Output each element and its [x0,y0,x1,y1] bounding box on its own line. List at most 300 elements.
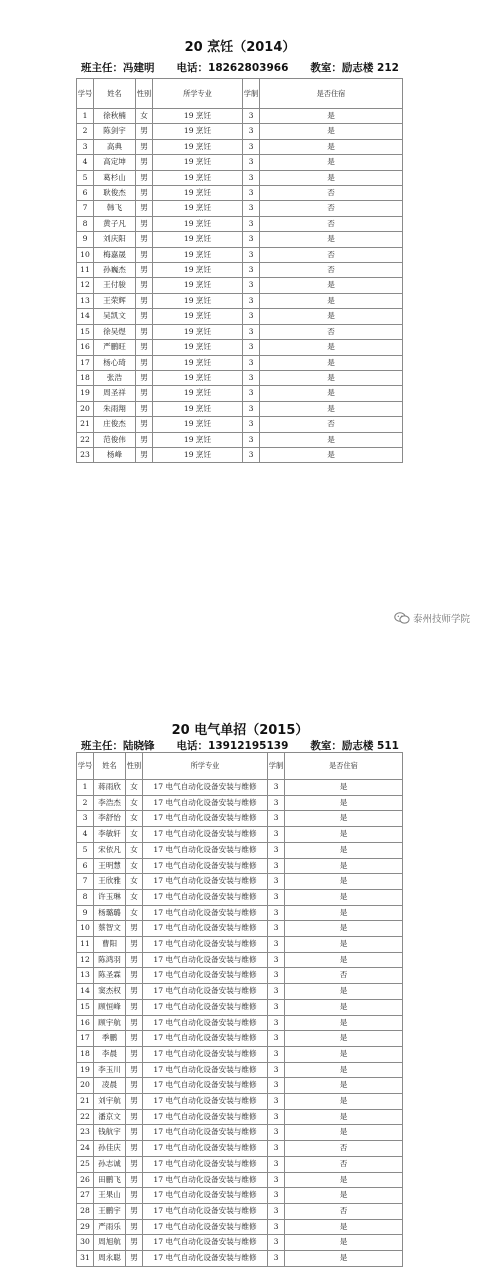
cell-major: 19 烹饪 [153,216,243,231]
section1-title: 20 烹饪（2014） [184,40,296,55]
header-boarding: 是否住宿 [260,79,403,109]
table-row [77,968,403,984]
cell-duration: 3 [268,937,285,953]
cell-gender: 男 [126,937,143,953]
cell-boarding: 是 [285,1251,403,1267]
cell-major: 17 电气自动化设备安装与维修 [143,937,268,953]
cell-gender: 男 [136,340,153,355]
cell-gender: 女 [126,874,143,890]
cell-major: 19 烹饪 [153,447,243,462]
cell-major: 19 烹饪 [153,355,243,370]
cell-student-id: 21 [77,417,94,432]
table-row [77,139,403,154]
cell-student-id: 27 [77,1188,94,1204]
cell-gender: 男 [126,952,143,968]
cell-gender: 男 [136,139,153,154]
cell-duration: 3 [243,324,260,339]
cell-major: 17 电气自动化设备安装与维修 [143,1141,268,1157]
table-row [77,1031,403,1047]
cell-student-id: 5 [77,170,94,185]
cell-student-id: 22 [77,432,94,447]
cell-student-id: 29 [77,1219,94,1235]
cell-student-id: 14 [77,309,94,324]
header-boarding: 是否住宿 [285,753,403,780]
cell-major: 19 烹饪 [153,124,243,139]
cell-gender: 女 [126,905,143,921]
cell-major: 17 电气自动化设备安装与维修 [143,858,268,874]
cell-boarding: 是 [285,1031,403,1047]
cell-major: 19 烹饪 [153,309,243,324]
cell-boarding: 是 [285,952,403,968]
cell-student-id: 7 [77,201,94,216]
header-major: 所学专业 [143,753,268,780]
cell-name: 庄俊杰 [94,417,136,432]
cell-gender: 男 [136,386,153,401]
table-row [77,417,403,432]
cell-boarding: 是 [260,355,403,370]
table-row [77,124,403,139]
table-row [77,827,403,843]
table-row [77,1015,403,1031]
header-gender: 性别 [136,79,153,109]
cell-boarding: 是 [260,432,403,447]
cell-boarding: 是 [285,1015,403,1031]
cell-major: 19 烹饪 [153,324,243,339]
cell-duration: 3 [268,952,285,968]
cell-student-id: 16 [77,1015,94,1031]
cell-major: 19 烹饪 [153,340,243,355]
cell-student-id: 3 [77,811,94,827]
cell-duration: 3 [268,1251,285,1267]
cell-student-id: 25 [77,1156,94,1172]
cell-major: 17 电气自动化设备安装与维修 [143,1203,268,1219]
cell-boarding: 是 [285,905,403,921]
cell-student-id: 13 [77,968,94,984]
cell-student-id: 2 [77,795,94,811]
cell-major: 17 电气自动化设备安装与维修 [143,795,268,811]
cell-major: 17 电气自动化设备安装与维修 [143,905,268,921]
cell-gender: 男 [136,170,153,185]
cell-gender: 男 [136,201,153,216]
header-duration: 学制 [243,79,260,109]
cell-major: 17 电气自动化设备安装与维修 [143,1156,268,1172]
section2-table [76,752,403,1267]
cell-gender: 男 [126,1031,143,1047]
cell-boarding: 是 [285,889,403,905]
cell-name: 田鹏飞 [94,1172,126,1188]
cell-duration: 3 [268,921,285,937]
cell-major: 17 电气自动化设备安装与维修 [143,968,268,984]
cell-major: 19 烹饪 [153,263,243,278]
table-row [77,952,403,968]
cell-major: 19 烹饪 [153,370,243,385]
cell-duration: 3 [268,874,285,890]
cell-boarding: 是 [260,309,403,324]
cell-major: 17 电气自动化设备安装与维修 [143,842,268,858]
cell-duration: 3 [268,1109,285,1125]
cell-major: 19 烹饪 [153,109,243,124]
cell-name: 凌晨 [94,1078,126,1094]
cell-major: 19 烹饪 [153,201,243,216]
cell-gender: 男 [136,278,153,293]
cell-gender: 男 [126,1156,143,1172]
table-row [77,1078,403,1094]
cell-student-id: 31 [77,1251,94,1267]
cell-name: 陈圣霖 [94,968,126,984]
cell-major: 17 电气自动化设备安装与维修 [143,1235,268,1251]
cell-duration: 3 [243,232,260,247]
cell-major: 19 烹饪 [153,170,243,185]
table-row [77,795,403,811]
cell-duration: 3 [243,278,260,293]
cell-boarding: 是 [285,1109,403,1125]
cell-name: 王欣雅 [94,874,126,890]
cell-boarding: 否 [285,1156,403,1172]
cell-duration: 3 [268,1015,285,1031]
cell-student-id: 18 [77,1046,94,1062]
cell-duration: 3 [243,432,260,447]
cell-boarding: 是 [285,811,403,827]
cell-student-id: 16 [77,340,94,355]
cell-boarding: 是 [260,232,403,247]
cell-gender: 男 [126,921,143,937]
cell-boarding: 否 [260,216,403,231]
cell-boarding: 是 [285,780,403,796]
cell-name: 刘庆阳 [94,232,136,247]
cell-duration: 3 [243,201,260,216]
cell-duration: 3 [243,247,260,262]
cell-student-id: 8 [77,216,94,231]
cell-duration: 3 [243,340,260,355]
header-student-id: 学号 [77,79,94,109]
cell-name: 李玉川 [94,1062,126,1078]
cell-duration: 3 [243,386,260,401]
cell-duration: 3 [243,401,260,416]
cell-student-id: 2 [77,124,94,139]
cell-name: 朱雨翔 [94,401,136,416]
cell-boarding: 否 [260,263,403,278]
cell-boarding: 是 [260,139,403,154]
header-name: 姓名 [94,79,136,109]
cell-boarding: 是 [285,1188,403,1204]
cell-gender: 男 [136,247,153,262]
cell-boarding: 是 [260,386,403,401]
header-major: 所学专业 [153,79,243,109]
table-row [77,842,403,858]
cell-student-id: 11 [77,263,94,278]
cell-boarding: 是 [285,1219,403,1235]
cell-major: 17 电气自动化设备安装与维修 [143,1078,268,1094]
cell-gender: 男 [126,1251,143,1267]
table-header-row [77,753,403,780]
cell-boarding: 否 [260,417,403,432]
table-row [77,1125,403,1141]
watermark-text: 泰州技师学院 [412,614,470,625]
cell-gender: 男 [126,1015,143,1031]
cell-name: 杨峰 [94,447,136,462]
table-row [77,780,403,796]
cell-major: 19 烹饪 [153,293,243,308]
cell-major: 17 电气自动化设备安装与维修 [143,1031,268,1047]
cell-student-id: 1 [77,780,94,796]
cell-gender: 女 [126,795,143,811]
cell-duration: 3 [243,417,260,432]
cell-name: 高定坤 [94,155,136,170]
cell-major: 17 电气自动化设备安装与维修 [143,874,268,890]
table-row [77,247,403,262]
cell-boarding: 是 [285,999,403,1015]
table-row [77,858,403,874]
cell-boarding: 是 [260,447,403,462]
cell-name: 顾恒峰 [94,999,126,1015]
cell-major: 19 烹饪 [153,186,243,201]
cell-major: 17 电气自动化设备安装与维修 [143,889,268,905]
cell-major: 17 电气自动化设备安装与维修 [143,1094,268,1110]
cell-name: 周圣祥 [94,386,136,401]
cell-gender: 男 [126,1203,143,1219]
cell-major: 17 电气自动化设备安装与维修 [143,921,268,937]
cell-duration: 3 [268,1203,285,1219]
section1-info [0,60,480,75]
cell-duration: 3 [268,1141,285,1157]
cell-gender: 女 [126,858,143,874]
cell-duration: 3 [268,1125,285,1141]
cell-boarding: 是 [260,124,403,139]
cell-student-id: 24 [77,1141,94,1157]
cell-major: 19 烹饪 [153,155,243,170]
cell-boarding: 否 [260,201,403,216]
cell-duration: 3 [268,811,285,827]
cell-student-id: 23 [77,447,94,462]
table-row [77,278,403,293]
cell-gender: 男 [126,1235,143,1251]
cell-duration: 3 [243,216,260,231]
cell-major: 17 电气自动化设备安装与维修 [143,1046,268,1062]
cell-duration: 3 [243,109,260,124]
cell-duration: 3 [243,309,260,324]
cell-gender: 男 [136,263,153,278]
table-row [77,921,403,937]
table-row [77,263,403,278]
cell-student-id: 11 [77,937,94,953]
section1-table [76,78,403,463]
cell-student-id: 15 [77,324,94,339]
table-row [77,386,403,401]
table-row [77,1141,403,1157]
cell-major: 17 电气自动化设备安装与维修 [143,1188,268,1204]
cell-gender: 男 [126,1094,143,1110]
cell-duration: 3 [268,889,285,905]
cell-boarding: 是 [285,874,403,890]
cell-student-id: 26 [77,1172,94,1188]
cell-duration: 3 [243,293,260,308]
cell-boarding: 是 [260,340,403,355]
cell-student-id: 19 [77,1062,94,1078]
table-row [77,232,403,247]
cell-boarding: 是 [285,1235,403,1251]
cell-gender: 男 [126,968,143,984]
cell-gender: 男 [136,216,153,231]
cell-name: 季鹏 [94,1031,126,1047]
cell-gender: 男 [126,984,143,1000]
cell-name: 王明慧 [94,858,126,874]
cell-student-id: 12 [77,278,94,293]
cell-name: 徐秋楠 [94,109,136,124]
cell-student-id: 30 [77,1235,94,1251]
table-row [77,109,403,124]
table-row [77,155,403,170]
cell-boarding: 是 [285,842,403,858]
cell-major: 19 烹饪 [153,247,243,262]
cell-gender: 男 [126,1219,143,1235]
cell-gender: 男 [136,155,153,170]
cell-duration: 3 [268,1031,285,1047]
cell-name: 徐吴煜 [94,324,136,339]
cell-student-id: 20 [77,401,94,416]
cell-gender: 男 [126,1125,143,1141]
cell-major: 17 电气自动化设备安装与维修 [143,999,268,1015]
cell-name: 范俊伟 [94,432,136,447]
cell-student-id: 21 [77,1094,94,1110]
cell-major: 19 烹饪 [153,278,243,293]
cell-gender: 男 [136,401,153,416]
cell-name: 蒋雨欣 [94,780,126,796]
cell-name: 潘京文 [94,1109,126,1125]
cell-boarding: 否 [260,324,403,339]
table-row [77,1251,403,1267]
cell-boarding: 是 [285,921,403,937]
cell-major: 19 烹饪 [153,139,243,154]
cell-major: 17 电气自动化设备安装与维修 [143,952,268,968]
cell-name: 顾宇航 [94,1015,126,1031]
cell-boarding: 是 [285,795,403,811]
cell-duration: 3 [268,1094,285,1110]
cell-student-id: 13 [77,293,94,308]
cell-name: 李敏轩 [94,827,126,843]
cell-duration: 3 [268,999,285,1015]
cell-major: 17 电气自动化设备安装与维修 [143,984,268,1000]
cell-duration: 3 [268,1172,285,1188]
cell-major: 17 电气自动化设备安装与维修 [143,811,268,827]
cell-gender: 男 [126,1062,143,1078]
section2-teacher: 班主任：陆晓锋 [81,740,155,752]
table-row [77,324,403,339]
cell-duration: 3 [243,263,260,278]
cell-duration: 3 [268,1062,285,1078]
cell-major: 17 电气自动化设备安装与维修 [143,780,268,796]
cell-duration: 3 [268,905,285,921]
table-row [77,447,403,462]
cell-boarding: 是 [285,1172,403,1188]
cell-duration: 3 [268,795,285,811]
cell-name: 严雨乐 [94,1219,126,1235]
cell-student-id: 28 [77,1203,94,1219]
cell-student-id: 15 [77,999,94,1015]
header-gender: 性别 [126,753,143,780]
cell-name: 钱航宇 [94,1125,126,1141]
cell-duration: 3 [268,780,285,796]
cell-name: 韩飞 [94,201,136,216]
cell-name: 黄子凡 [94,216,136,231]
section2-room: 教室：励志楼 511 [310,740,399,752]
table-row [77,355,403,370]
cell-duration: 3 [268,827,285,843]
cell-name: 王付骏 [94,278,136,293]
table-row [77,874,403,890]
cell-major: 17 电气自动化设备安装与维修 [143,1219,268,1235]
cell-student-id: 12 [77,952,94,968]
header-student-id: 学号 [77,753,94,780]
table-row [77,201,403,216]
cell-name: 王荣辉 [94,293,136,308]
cell-boarding: 是 [285,937,403,953]
cell-duration: 3 [243,186,260,201]
cell-boarding: 是 [260,155,403,170]
table-row [77,340,403,355]
cell-student-id: 8 [77,889,94,905]
cell-student-id: 23 [77,1125,94,1141]
cell-gender: 男 [136,432,153,447]
section2-title: 20 电气单招（2015） [171,723,309,738]
cell-gender: 女 [136,109,153,124]
cell-duration: 3 [243,139,260,154]
cell-name: 王鹏宇 [94,1203,126,1219]
cell-gender: 男 [136,186,153,201]
table-row [77,401,403,416]
section2-table-body [77,780,403,1267]
section1-phone: 电话：18262803966 [176,62,289,74]
cell-boarding: 是 [285,1046,403,1062]
cell-boarding: 是 [285,1094,403,1110]
cell-gender: 男 [136,355,153,370]
table-row [77,1203,403,1219]
wechat-bubble-icon [394,612,410,624]
cell-gender: 男 [136,293,153,308]
cell-student-id: 22 [77,1109,94,1125]
cell-boarding: 否 [260,186,403,201]
cell-student-id: 4 [77,155,94,170]
table-row [77,889,403,905]
cell-gender: 女 [126,780,143,796]
cell-boarding: 是 [285,827,403,843]
cell-name: 葛杉山 [94,170,136,185]
cell-name: 严鹏旺 [94,340,136,355]
table-row [77,432,403,447]
table-row [77,1094,403,1110]
cell-name: 刘宇航 [94,1094,126,1110]
cell-name: 窦杰权 [94,984,126,1000]
cell-student-id: 14 [77,984,94,1000]
section1-teacher: 班主任：冯建明 [81,62,155,74]
table-row [77,1188,403,1204]
cell-gender: 男 [136,124,153,139]
cell-duration: 3 [268,1235,285,1251]
cell-name: 李浩杰 [94,795,126,811]
cell-duration: 3 [268,1219,285,1235]
table-row [77,170,403,185]
cell-name: 周永聪 [94,1251,126,1267]
table-row [77,293,403,308]
cell-boarding: 是 [260,278,403,293]
cell-major: 17 电气自动化设备安装与维修 [143,1172,268,1188]
cell-name: 杨璐璐 [94,905,126,921]
cell-boarding: 是 [285,984,403,1000]
cell-name: 孙佳庆 [94,1141,126,1157]
cell-major: 19 烹饪 [153,386,243,401]
cell-name: 吴凯文 [94,309,136,324]
cell-boarding: 是 [260,170,403,185]
section2-phone: 电话：13912195139 [176,740,289,752]
